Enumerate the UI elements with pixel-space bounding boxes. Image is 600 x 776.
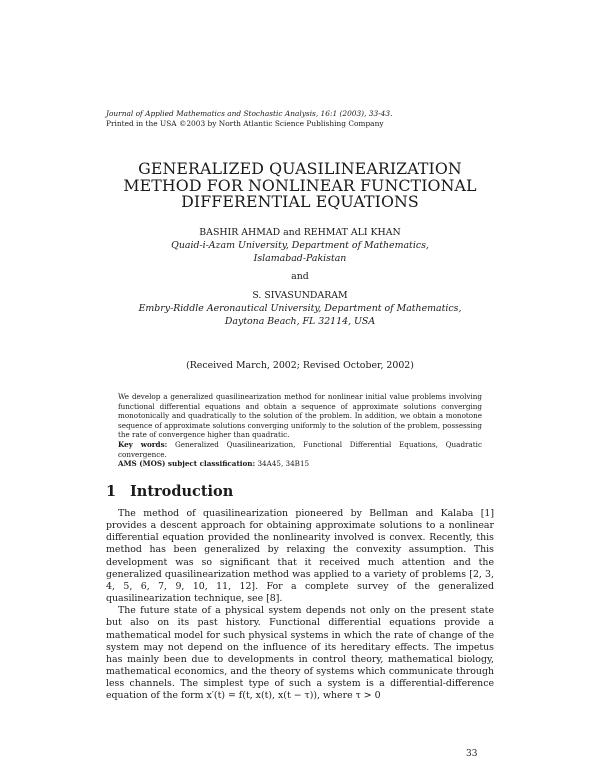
- page-number: 33: [466, 749, 478, 759]
- paragraph-2: The future state of a physical system depends not only on the present state but also on its past history. Functional differential equations provide a mathematical model for such physical systems in which the rate of change of the system may not depend on the influence of its hereditary effects. The impetus has mainly been due to developments in control theory, mathematical biology, mathematical economics, and the theory of systems which communicate through less channels. The simplest type of such a system is a differential-difference equation of the form x′(t) = f(t, x(t), x(t − τ)), where τ > 0: [106, 605, 494, 702]
- journal-citation: Journal of Applied Mathematics and Stochastic Analysis, 16:1 (2003), 33-43.: [106, 109, 393, 118]
- body-text: [106, 508, 494, 703]
- second-affiliation-line-2: Daytona Beach, FL 32114, USA: [224, 316, 376, 327]
- title-line-1: GENERALIZED QUASILINEARIZATION: [138, 159, 462, 178]
- first-affiliation-line-2: Islamabad-Pakistan: [253, 253, 347, 264]
- title-line-3: DIFFERENTIAL EQUATIONS: [181, 192, 419, 211]
- abstract: [118, 392, 482, 469]
- title-line-2: METHOD FOR NONLINEAR FUNCTIONAL: [123, 175, 477, 195]
- received-dates: (Received March, 2002; Revised October, 2002): [186, 360, 414, 371]
- paragraph-1: The method of quasilinearization pioneered by Bellman and Kalaba [1] provides a descent approach for obtaining approximate solutions to a nonlinear differential equation provided the nonlinearity involved is convex. Recently, this method has been generalized by relaxing the convexity assumption. This development was so significant that it received much attention and the generalized quasilinearization method was applied to a variety of problems [2, 3, 4, 5, 6, 7, 9, 10, 11, 12]. For a complete survey of the generalized quasilinearization technique, see [8].: [106, 508, 494, 605]
- second-affiliation-line-1: Embry-Riddle Aeronautical University, Department of Mathematics,: [138, 303, 462, 314]
- second-author: S. SIVASUNDARAM: [252, 290, 348, 301]
- keywords-label: Key words:: [118, 439, 168, 449]
- keywords: [118, 440, 482, 459]
- first-affiliation-line-1: Quaid-i-Azam University, Department of Mathematics,: [171, 240, 429, 251]
- printed-line: Printed in the USA ©2003 by North Atlantic Science Publishing Company: [106, 119, 384, 128]
- keywords-text: Generalized Quasilinearization, Functional Differential Equations, Quadratic convergence.: [118, 439, 482, 459]
- section-heading: [106, 483, 233, 501]
- first-authors: BASHIR AHMAD and REHMAT ALI KHAN: [199, 227, 401, 238]
- section-title: Introduction: [130, 483, 234, 500]
- ams-label: AMS (MOS) subject classification:: [118, 459, 256, 469]
- section-number: 1: [106, 483, 117, 500]
- abstract-text: We develop a generalized quasilinearization method for nonlinear initial value problems involving functional differential equations and obtain a sequence of approximate solutions converging monotonically and quadratically to the solution of the problem. In addition, we obtain a monotone sequence of approximate solutions converging uniformly to the solution of the problem, possessing the rate of convergence higher than quadratic.: [118, 392, 482, 440]
- ams-codes: 34A45, 34B15: [257, 459, 310, 469]
- journal-header: [106, 109, 392, 129]
- ams-classification: [118, 459, 482, 469]
- paper-title: [0, 161, 600, 211]
- and-separator: and: [291, 271, 309, 282]
